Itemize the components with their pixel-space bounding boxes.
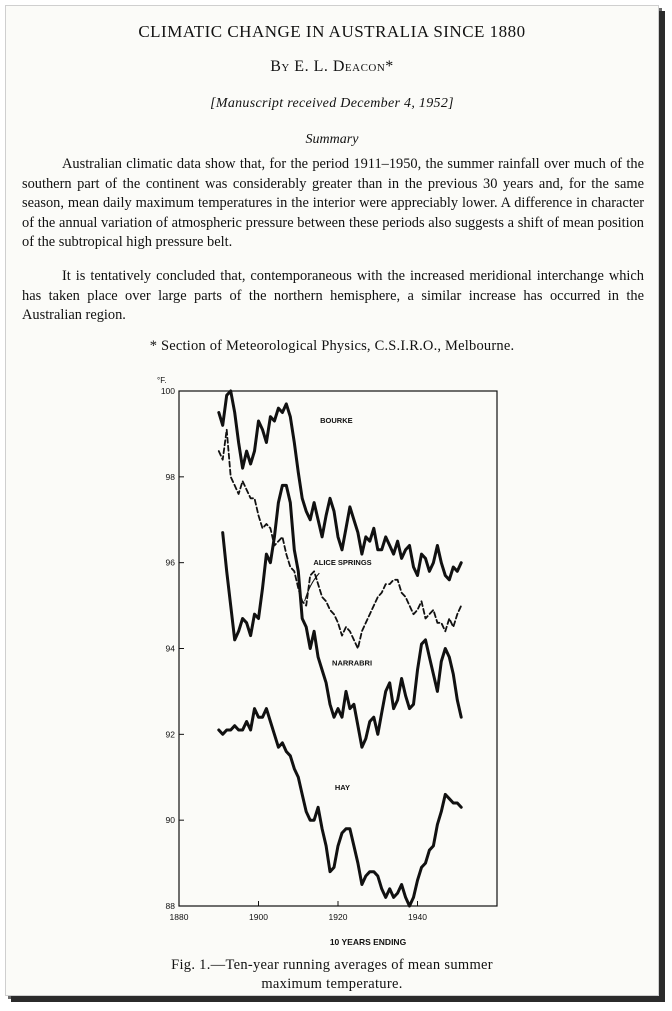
station-label-narrabri: NARRABRI [332,658,373,668]
x-tick-label: 1920 [328,912,348,922]
affiliation-footnote: * Section of Meteorological Physics, C.S.I.R.O., Melbourne. [149,338,515,354]
summary-paragraph-2: It is tentatively concluded that, contemporaneous with the increased meridional interchange which has taken place over large parts of the northern hemisphere, a similar increase has occurred in the Australian region. [22,268,644,323]
summary-heading: Summary [305,132,359,147]
y-tick-label: 100 [160,386,175,396]
chart-labels [157,376,407,947]
station-label-alice-springs: ALICE SPRINGS [313,557,372,567]
x-tick-label: 1940 [408,912,427,922]
x-axis-label: 10 YEARS ENDING [329,937,407,947]
y-axis-unit-label: °F. [157,376,167,385]
summary-paragraph-1: Australian climatic data show that, for the period 1911–1950, the summer rainfall over much of the southern part of the continent was considerably greater than in the previous 30 years and, for the same season, mean daily maximum temperatures in the interior were appreciably lower. A difference in character of the annual variation of atmospheric pressure between these periods also suggests a shift of mean position of the subtropical high pressure belt. [22,156,644,250]
paper-page [5,5,659,996]
station-label-bourke: BOURKE [320,416,353,426]
y-tick-label: 96 [165,557,175,568]
plot-frame [179,391,497,906]
figure-1 [6,366,658,956]
y-tick-label: 98 [165,471,175,482]
x-tick-label: 1900 [249,912,268,922]
y-tick-label: 90 [165,815,175,826]
y-tick-label: 92 [165,729,175,740]
caption-line-2: maximum temperature. [261,976,403,992]
received-date: [Manuscript received December 4, 1952] [210,96,454,111]
station-label-hay: HAY [334,783,350,793]
x-tick-label: 1880 [169,912,189,922]
series-line-hay [219,709,461,906]
temperature-chart [6,366,658,956]
y-tick-label: 88 [165,901,175,911]
paper-title: CLIMATIC CHANGE IN AUSTRALIA SINCE 1880 [138,22,526,41]
caption-line-1: Fig. 1.—Ten-year running averages of mean summer [171,957,493,973]
figure-caption [6,956,658,994]
chart-series [219,391,461,906]
y-tick-label: 94 [165,643,175,654]
author-line: By E. L. Deacon* [270,58,394,75]
